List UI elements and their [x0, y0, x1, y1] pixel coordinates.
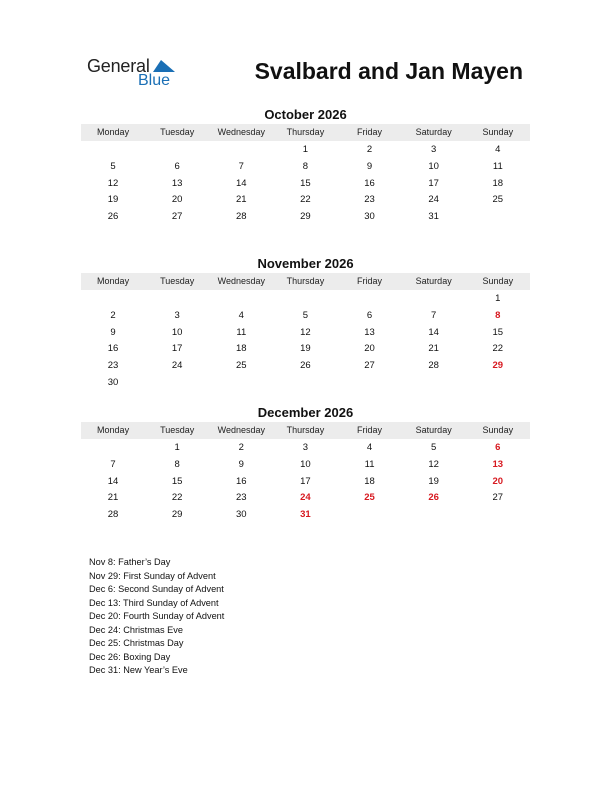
day-cell: 22 — [300, 194, 311, 206]
weekday-label: Saturday — [415, 425, 452, 435]
empty-day-cell — [402, 375, 466, 392]
day-cell: 26 — [107, 211, 119, 223]
day-cell: 7 — [110, 458, 116, 470]
holiday-item: Dec 13: Third Sunday of Advent — [89, 597, 219, 608]
weekday-label: Thursday — [286, 276, 325, 286]
day-cell: 16 — [236, 475, 247, 487]
empty-day-cell — [81, 291, 145, 308]
day-cell: 22 — [492, 343, 504, 355]
day-cell: 12 — [428, 458, 439, 470]
month-november — [81, 256, 530, 392]
day-cell: 28 — [236, 211, 247, 223]
day-cell: 9 — [366, 160, 373, 172]
logo-triangle-icon — [153, 58, 175, 72]
day-cell: 1 — [174, 442, 180, 453]
week-row — [81, 192, 530, 209]
day-cell: 5 — [431, 442, 437, 453]
weekday-header — [81, 124, 530, 141]
day-cell: 16 — [364, 177, 375, 189]
week-row — [81, 291, 530, 308]
day-cell: 18 — [492, 177, 504, 189]
day-cell: 21 — [236, 194, 247, 206]
week-row — [81, 325, 530, 342]
week-row — [81, 457, 530, 474]
day-cell: 4 — [495, 144, 501, 155]
weekday-label: Saturday — [415, 276, 452, 286]
day-cell: 10 — [171, 326, 183, 338]
day-cell: 20 — [171, 194, 183, 206]
day-cell: 2 — [110, 309, 116, 321]
weekday-header — [81, 273, 530, 290]
day-cell: 4 — [238, 309, 244, 321]
logo-text-general: General — [87, 56, 150, 76]
day-cell: 2 — [238, 442, 244, 453]
day-cell: 17 — [300, 475, 311, 487]
weekday-label: Wednesday — [217, 276, 265, 286]
day-cell: 27 — [171, 211, 183, 223]
day-cell: 1 — [302, 144, 309, 155]
empty-day-cell — [209, 375, 273, 392]
day-cell: 21 — [107, 492, 119, 504]
day-cell: 26 — [300, 360, 311, 372]
day-cell: 30 — [364, 211, 375, 223]
weekday-label: Tuesday — [160, 127, 195, 137]
day-cell: 8 — [302, 160, 309, 172]
week-row — [81, 507, 530, 524]
day-cell: 5 — [302, 309, 309, 321]
month-title: November 2026 — [257, 256, 354, 271]
empty-day-cell — [402, 507, 466, 524]
day-cell: 26 — [428, 492, 439, 504]
day-cell: 21 — [428, 343, 439, 355]
holiday-item: Nov 8: Father’s Day — [89, 557, 171, 567]
day-cell: 20 — [364, 343, 375, 355]
day-cell: 10 — [428, 160, 439, 172]
empty-day-cell — [338, 507, 402, 524]
day-cell: 3 — [174, 309, 180, 321]
weekday-label: Monday — [97, 276, 130, 286]
week-row — [81, 375, 530, 392]
day-cell: 28 — [107, 509, 119, 521]
day-cell: 29 — [300, 211, 311, 223]
empty-day-cell — [466, 209, 530, 226]
day-cell: 7 — [431, 309, 437, 321]
day-cell: 17 — [428, 177, 439, 189]
day-cell: 23 — [107, 360, 119, 372]
week-row — [81, 358, 530, 375]
week-row — [81, 341, 530, 358]
day-cell: 29 — [492, 360, 504, 372]
empty-day-cell — [273, 375, 337, 392]
empty-day-cell — [338, 291, 402, 308]
empty-day-cell — [145, 291, 209, 308]
day-cell: 11 — [364, 458, 375, 470]
day-cell: 6 — [174, 160, 180, 172]
day-cell: 31 — [428, 211, 439, 223]
day-cell: 12 — [107, 177, 119, 189]
empty-day-cell — [145, 375, 209, 392]
day-cell: 1 — [495, 293, 501, 304]
day-cell: 8 — [495, 309, 501, 321]
day-cell: 28 — [428, 360, 439, 372]
weekday-label: Thursday — [286, 127, 325, 137]
day-cell: 20 — [492, 475, 504, 487]
day-cell: 25 — [364, 492, 375, 504]
day-cell: 6 — [495, 442, 501, 453]
day-cell: 3 — [431, 144, 437, 155]
weekday-label: Thursday — [286, 425, 325, 435]
day-cell: 27 — [364, 360, 375, 372]
day-cell: 24 — [300, 492, 311, 504]
day-cell: 9 — [238, 458, 244, 470]
empty-day-cell — [209, 142, 273, 159]
day-cell: 9 — [110, 326, 116, 338]
day-cell: 19 — [428, 475, 439, 487]
day-cell: 6 — [366, 309, 373, 321]
weekday-label: Friday — [357, 276, 383, 286]
weekday-label: Sunday — [482, 425, 514, 435]
day-cell: 17 — [171, 343, 183, 355]
week-row — [81, 176, 530, 193]
holiday-item: Dec 6: Second Sunday of Advent — [89, 584, 224, 594]
holiday-list — [89, 556, 224, 678]
day-cell: 22 — [171, 492, 183, 504]
generalblue-logo — [87, 56, 187, 92]
day-cell: 23 — [236, 492, 247, 504]
weekday-label: Wednesday — [217, 425, 265, 435]
day-cell: 29 — [171, 509, 183, 521]
day-cell: 11 — [492, 160, 503, 172]
day-cell: 14 — [236, 177, 247, 189]
month-october — [81, 107, 530, 226]
day-cell: 11 — [236, 326, 247, 338]
weekday-label: Sunday — [482, 276, 514, 286]
weekday-header — [81, 422, 530, 439]
empty-day-cell — [81, 440, 145, 457]
page-title: Svalbard and Jan Mayen — [254, 58, 523, 84]
weekday-label: Wednesday — [217, 127, 265, 137]
day-cell: 7 — [238, 160, 244, 172]
day-cell: 18 — [364, 475, 375, 487]
day-cell: 23 — [364, 194, 375, 206]
weekday-label: Tuesday — [160, 425, 195, 435]
weekday-label: Monday — [97, 127, 130, 137]
day-cell: 30 — [107, 376, 119, 388]
day-cell: 10 — [300, 458, 311, 470]
day-cell: 19 — [107, 194, 119, 206]
empty-day-cell — [81, 142, 145, 159]
day-cell: 24 — [171, 360, 183, 372]
month-title: October 2026 — [264, 107, 347, 122]
day-cell: 18 — [236, 343, 247, 355]
day-cell: 15 — [492, 326, 504, 338]
week-row — [81, 142, 530, 159]
holiday-item: Dec 31: New Year’s Eve — [89, 665, 188, 675]
weeks — [81, 291, 530, 392]
weekday-label: Friday — [357, 127, 383, 137]
day-cell: 30 — [236, 509, 247, 521]
holiday-item: Nov 29: First Sunday of Advent — [89, 570, 216, 581]
empty-day-cell — [466, 375, 530, 392]
day-cell: 5 — [110, 160, 116, 172]
day-cell: 14 — [428, 326, 439, 338]
empty-day-cell — [273, 291, 337, 308]
day-cell: 13 — [171, 177, 183, 189]
weekday-label: Monday — [97, 425, 130, 435]
holiday-item: Dec 25: Christmas Day — [89, 638, 184, 648]
empty-day-cell — [145, 142, 209, 159]
day-cell: 4 — [366, 442, 373, 453]
day-cell: 24 — [428, 194, 439, 206]
weekday-label: Tuesday — [160, 276, 195, 286]
day-cell: 25 — [236, 360, 247, 372]
day-cell: 3 — [302, 442, 309, 453]
weekday-label: Sunday — [482, 127, 514, 137]
day-cell: 8 — [174, 458, 180, 470]
day-cell: 27 — [492, 492, 504, 504]
weeks — [81, 142, 530, 226]
empty-day-cell — [402, 291, 466, 308]
week-row — [81, 209, 530, 226]
day-cell: 2 — [366, 144, 373, 155]
week-row — [81, 490, 530, 507]
day-cell: 13 — [492, 458, 504, 470]
month-december — [81, 405, 530, 524]
day-cell: 15 — [171, 475, 183, 487]
empty-day-cell — [466, 507, 530, 524]
day-cell: 14 — [107, 475, 119, 487]
week-row — [81, 474, 530, 491]
week-row — [81, 440, 530, 457]
day-cell: 15 — [300, 177, 311, 189]
holiday-item: Dec 20: Fourth Sunday of Advent — [89, 611, 225, 621]
weeks — [81, 440, 530, 524]
day-cell: 12 — [300, 326, 311, 338]
empty-day-cell — [209, 291, 273, 308]
logo-text-blue: Blue — [138, 72, 171, 89]
holiday-item: Dec 24: Christmas Eve — [89, 624, 183, 635]
day-cell: 13 — [364, 326, 375, 338]
day-cell: 31 — [300, 509, 311, 521]
weekday-label: Friday — [357, 425, 383, 435]
day-cell: 25 — [492, 194, 504, 206]
week-row — [81, 308, 530, 325]
day-cell: 19 — [300, 343, 311, 355]
weekday-label: Saturday — [415, 127, 452, 137]
month-title: December 2026 — [257, 405, 354, 420]
week-row — [81, 159, 530, 176]
empty-day-cell — [338, 375, 402, 392]
day-cell: 16 — [107, 343, 119, 355]
holiday-item: Dec 26: Boxing Day — [89, 651, 171, 662]
